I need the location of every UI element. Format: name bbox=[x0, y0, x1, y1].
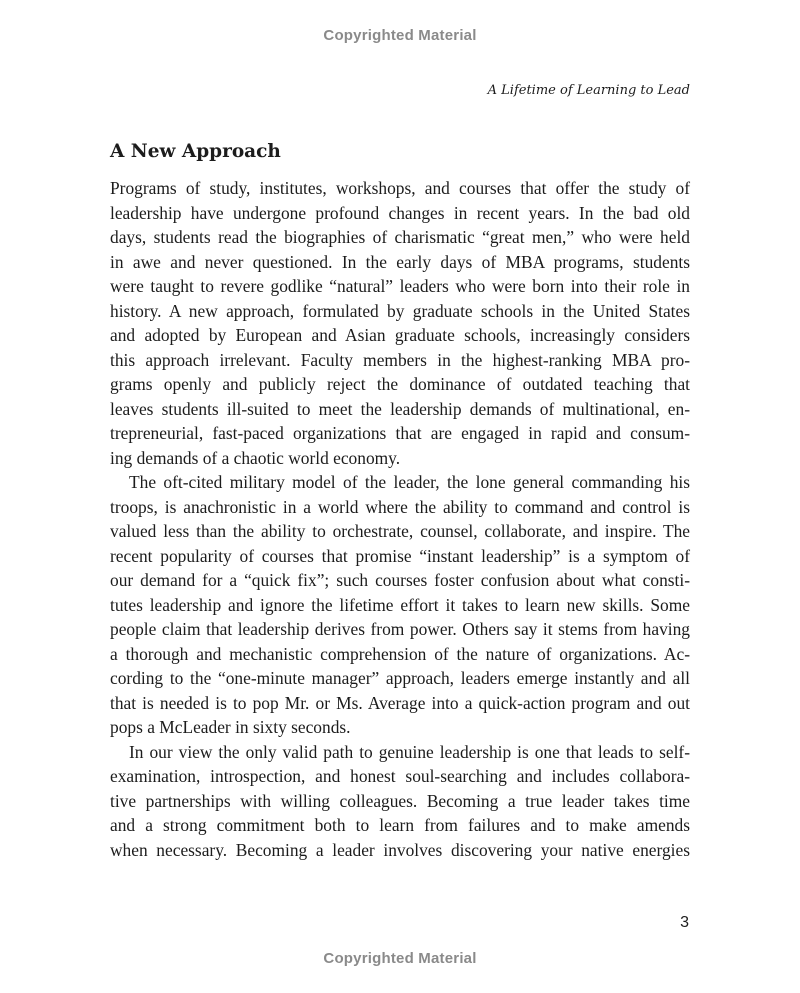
paragraph-1-line: Programs of study, institutes, workshops, and courses that offer the study of bbox=[110, 178, 690, 198]
paragraph-1-line: and adopted by European and Asian graduate schools, increasingly considers bbox=[110, 325, 690, 345]
paragraph-2-line: a thorough and mechanistic comprehension of the nature of organizations. Ac- bbox=[110, 643, 690, 664]
copyright-watermark-bottom: Copyrighted Material bbox=[323, 950, 477, 967]
paragraph-2-line: troops, is anachronistic in a world where the ability to command and control is bbox=[110, 496, 690, 517]
copyright-watermark-top: Copyrighted Material bbox=[323, 27, 477, 44]
paragraph-3-line: In our view the only valid path to genuine leadership is one that leads to self- bbox=[129, 741, 690, 762]
paragraph-1-line: days, students read the biographies of charismatic “great men,” who were held bbox=[110, 227, 690, 247]
paragraph-3-line: and a strong commitment both to learn from failures and to make amends bbox=[110, 815, 690, 835]
paragraph-3-line: examination, introspection, and honest soul-searching and includes collabora- bbox=[110, 766, 690, 786]
page-number: 3 bbox=[680, 914, 689, 931]
section-heading: A New Approach bbox=[110, 141, 281, 162]
paragraph-1-line: in awe and never questioned. In the early days of MBA programs, students bbox=[110, 251, 690, 272]
paragraph-2-line: The oft-cited military model of the leader, the lone general commanding his bbox=[129, 472, 690, 492]
paragraph-1-line: were taught to revere godlike “natural” leaders who were born into their role in bbox=[110, 276, 690, 296]
paragraph-2-line: pops a McLeader in sixty seconds. bbox=[110, 717, 351, 737]
paragraph-1-line: history. A new approach, formulated by graduate schools in the United States bbox=[110, 300, 690, 321]
paragraph-2-line: cording to the “one-minute manager” approach, leaders emerge instantly and all bbox=[110, 668, 690, 688]
paragraph-2-line: people claim that leadership derives from power. Others say it stems from having bbox=[110, 619, 690, 639]
paragraph-1-line: this approach irrelevant. Faculty members in the highest-ranking MBA pro- bbox=[110, 349, 690, 370]
paragraph-2-line: our demand for a “quick fix”; such courses foster confusion about what consti- bbox=[110, 570, 690, 590]
paragraph-1-line: leadership have undergone profound changes in recent years. In the bad old bbox=[110, 202, 690, 223]
paragraph-1-line: grams openly and publicly reject the dominance of outdated teaching that bbox=[110, 374, 690, 394]
paragraph-1-line: ing demands of a chaotic world economy. bbox=[110, 447, 401, 468]
running-head: A Lifetime of Learning to Lead bbox=[487, 83, 690, 98]
paragraph-2-line: tutes leadership and ignore the lifetime effort it takes to learn new skills. Some bbox=[110, 594, 690, 615]
body-text bbox=[110, 176, 690, 862]
paragraph-2-line: valued less than the ability to orchestrate, counsel, collaborate, and inspire. The bbox=[110, 521, 690, 541]
paragraph-1-line: trepreneurial, fast-paced organizations that are engaged in rapid and consum- bbox=[110, 423, 690, 443]
paragraph-3-line: when necessary. Becoming a leader involves discovering your native energies bbox=[110, 839, 690, 860]
paragraph-3-line: tive partnerships with willing colleagues. Becoming a true leader takes time bbox=[110, 790, 690, 811]
paragraph-2-line: that is needed is to pop Mr. or Ms. Average into a quick-action program and out bbox=[110, 692, 690, 713]
paragraph-1-line: leaves students ill-suited to meet the leadership demands of multinational, en- bbox=[110, 398, 690, 419]
paragraph-2-line: recent popularity of courses that promise “instant leadership” is a symptom of bbox=[110, 545, 690, 566]
